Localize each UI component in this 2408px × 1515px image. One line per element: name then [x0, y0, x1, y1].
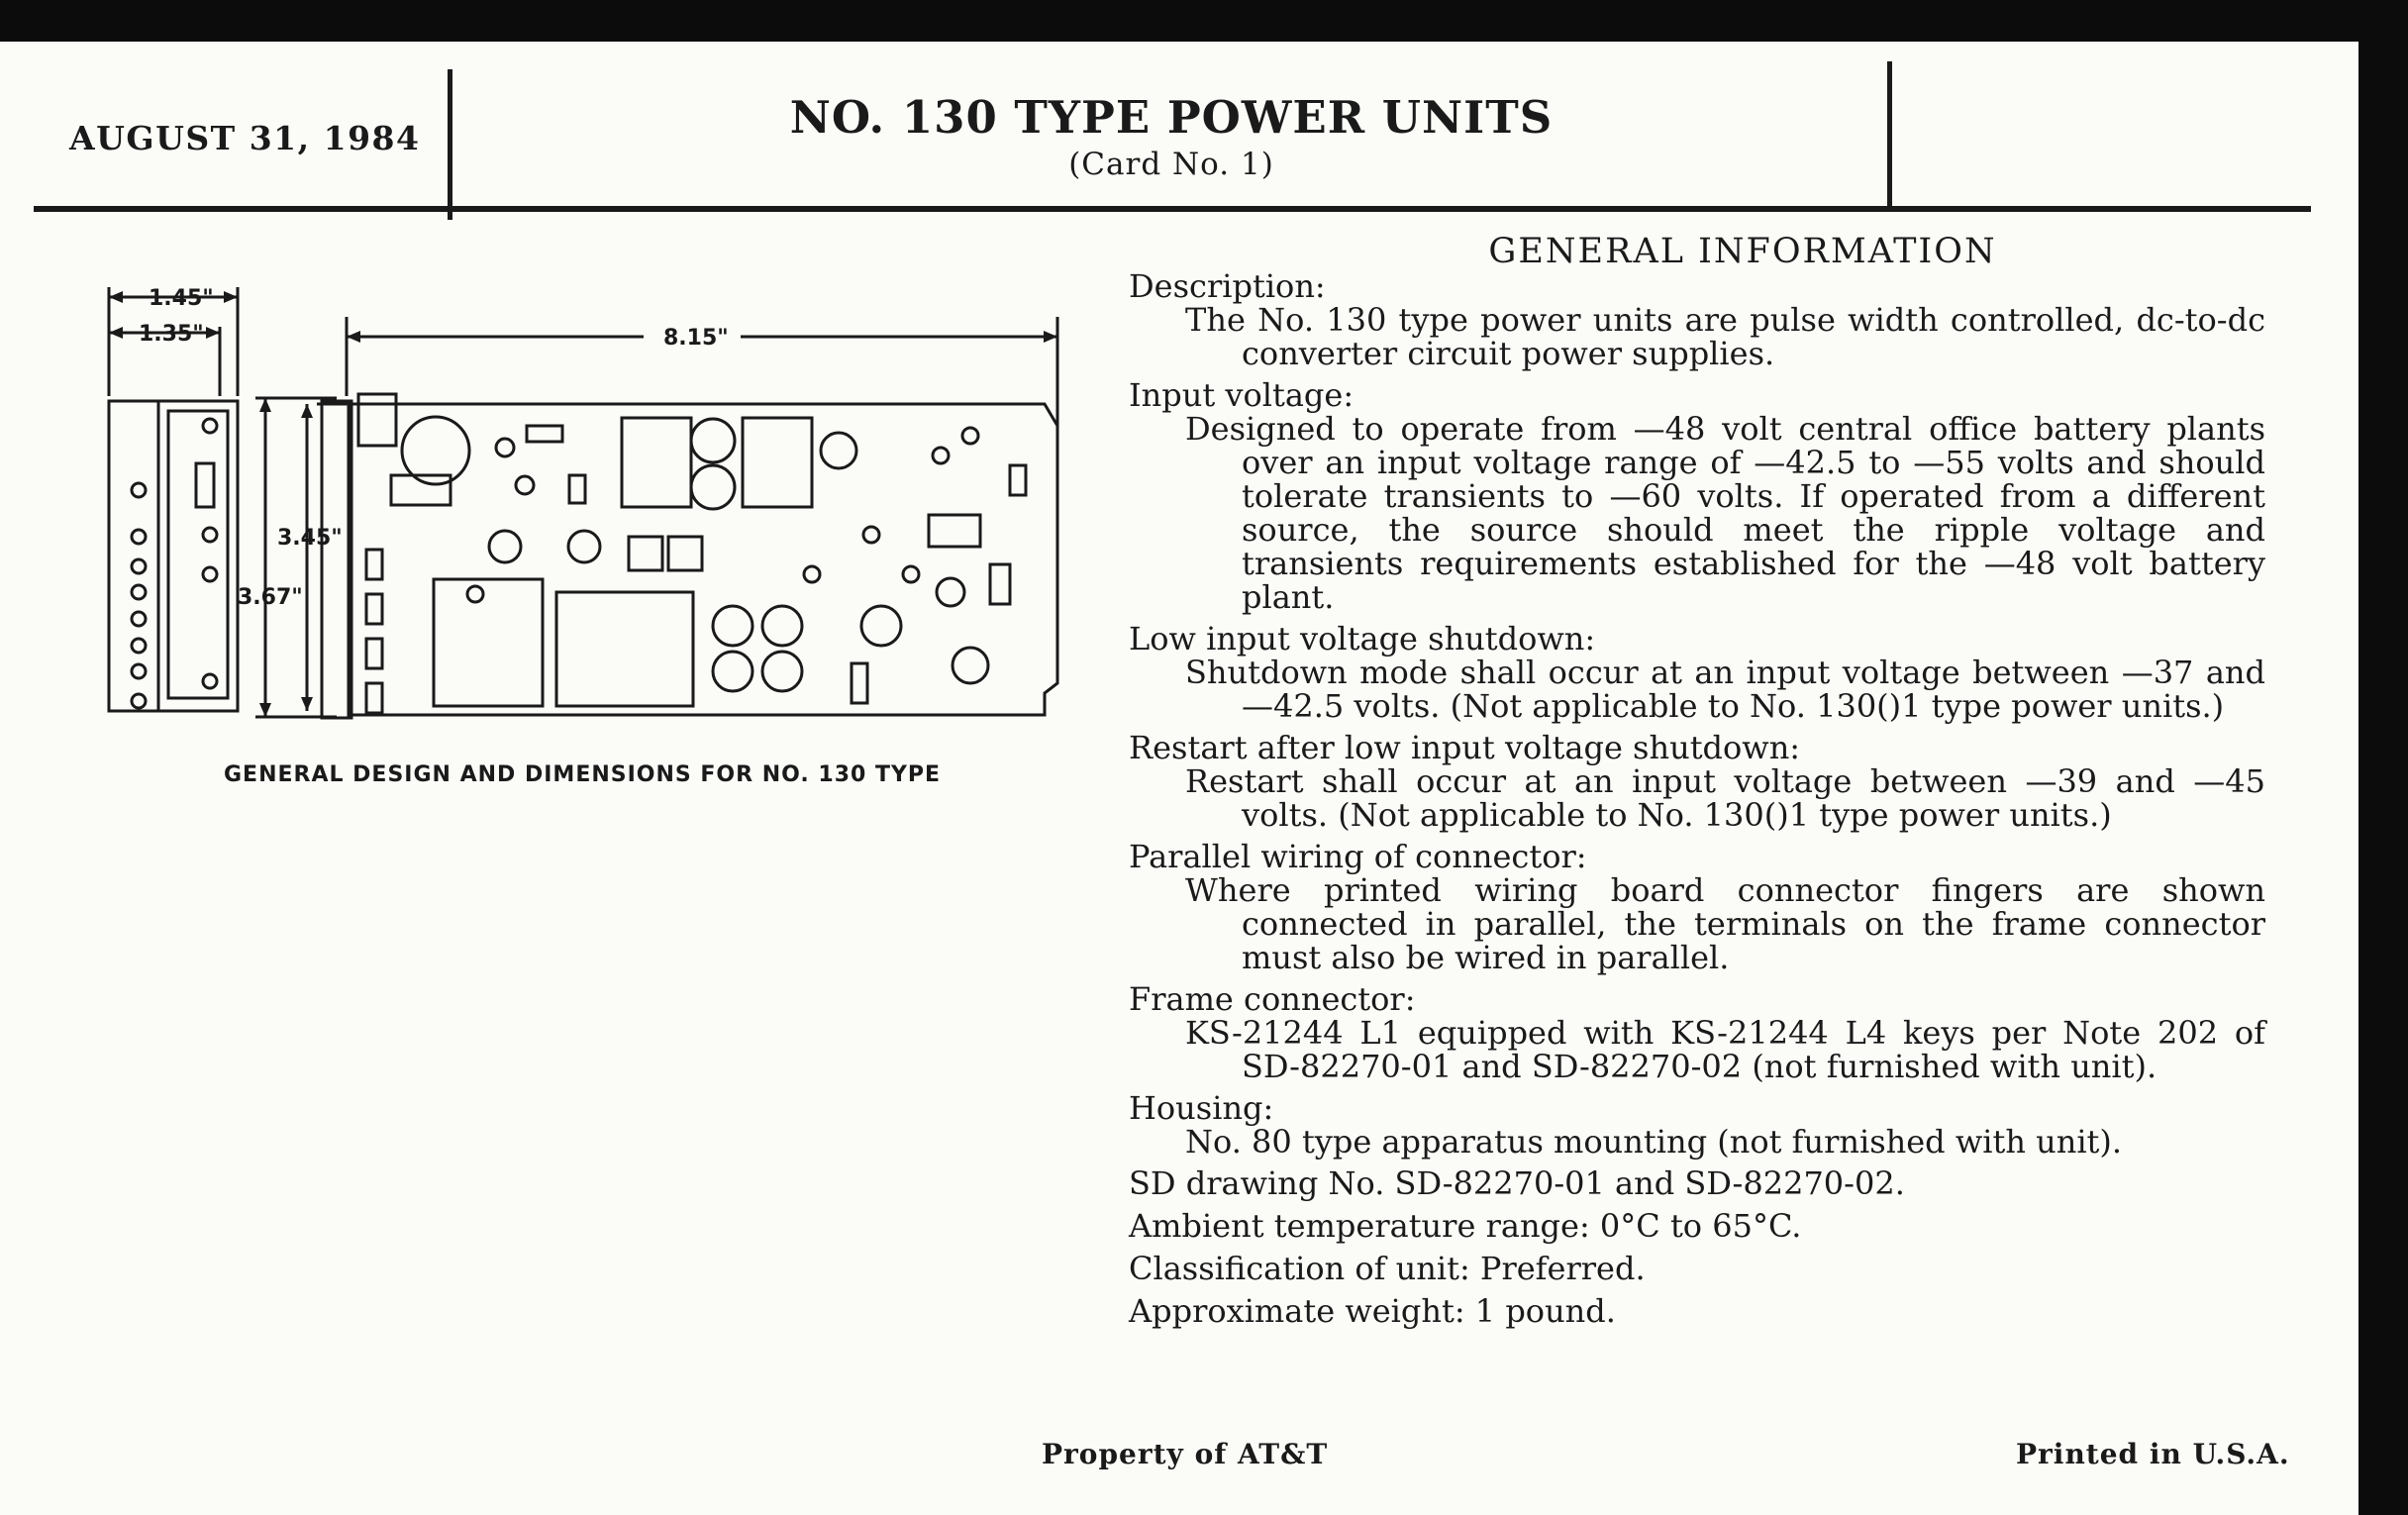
item-text: Shutdown mode shall occur at an input voltage between —37 and —42.5 volts. (Not applicable to No. 130()1 type power units.)	[1185, 654, 2265, 725]
item-text: No. 80 type apparatus mounting (not furnished with unit).	[1185, 1123, 2123, 1161]
header-divider-right	[1887, 61, 1892, 210]
general-information	[1129, 269, 2265, 1337]
item-label: Low input voltage shutdown:	[1129, 620, 1596, 657]
document-subtitle: (Card No. 1)	[1068, 147, 1274, 182]
document-title: NO. 130 TYPE POWER UNITS	[789, 91, 1554, 144]
scan-border-right	[2358, 0, 2408, 1515]
item-text: Restart shall occur at an input voltage between —39 and —45 volts. (Not applicable to No. 130()1 type power units.)	[1185, 762, 2265, 834]
header-date: AUGUST 31, 1984	[69, 119, 421, 157]
item-text: Where printed wiring board connector fingers are shown connected in parallel, the terminals on the frame connector must also be wired in parallel.	[1185, 871, 2265, 976]
item-label: Housing:	[1129, 1089, 1274, 1127]
item-text: Designed to operate from —48 volt central office battery plants over an input voltage range of —42.5 to —55 volts and should tolerate transients to —60 volts. If operated from a different source, the source should meet the ripple voltage and transients requirements established for the —48 volt battery plant.	[1185, 410, 2265, 616]
scan-border-top	[0, 0, 2408, 42]
footer-printed: Printed in U.S.A.	[2016, 1438, 2290, 1470]
item-label: Parallel wiring of connector:	[1129, 838, 1587, 875]
footer-property: Property of AT&T	[1042, 1438, 1329, 1470]
item-label: Description:	[1129, 267, 1326, 305]
header-divider-left	[448, 69, 452, 220]
section-title: GENERAL INFORMATION	[1488, 232, 1997, 271]
dim-length-label: 8.15"	[663, 326, 729, 351]
diagram-caption: GENERAL DESIGN AND DIMENSIONS FOR NO. 130 TYPE	[224, 762, 942, 787]
dim-height-1-label: 3.45"	[277, 526, 343, 551]
power-unit-drawing	[99, 277, 1069, 733]
header-rule	[34, 206, 2311, 212]
item-text: The No. 130 type power units are pulse width controlled, dc-to-dc converter circuit power supplies.	[1185, 301, 2265, 372]
info-line: Classification of unit: Preferred.	[1129, 1250, 1646, 1287]
dim-width-2-label: 1.35"	[139, 322, 204, 347]
item-text: KS-21244 L1 equipped with KS-21244 L4 keys per Note 202 of SD-82270-01 and SD-82270-02 (not furnished with unit).	[1185, 1014, 2265, 1085]
info-line: SD drawing No. SD-82270-01 and SD-82270-02.	[1129, 1164, 1905, 1202]
item-label: Input voltage:	[1129, 376, 1354, 414]
dim-width-1-label: 1.45"	[149, 286, 214, 311]
info-line: Ambient temperature range: 0°C to 65°C.	[1129, 1207, 1802, 1245]
item-label: Restart after low input voltage shutdown:	[1129, 729, 1801, 766]
dim-height-2-label: 3.67"	[238, 585, 303, 610]
info-line: Approximate weight: 1 pound.	[1129, 1292, 1616, 1330]
item-label: Frame connector:	[1129, 980, 1416, 1018]
